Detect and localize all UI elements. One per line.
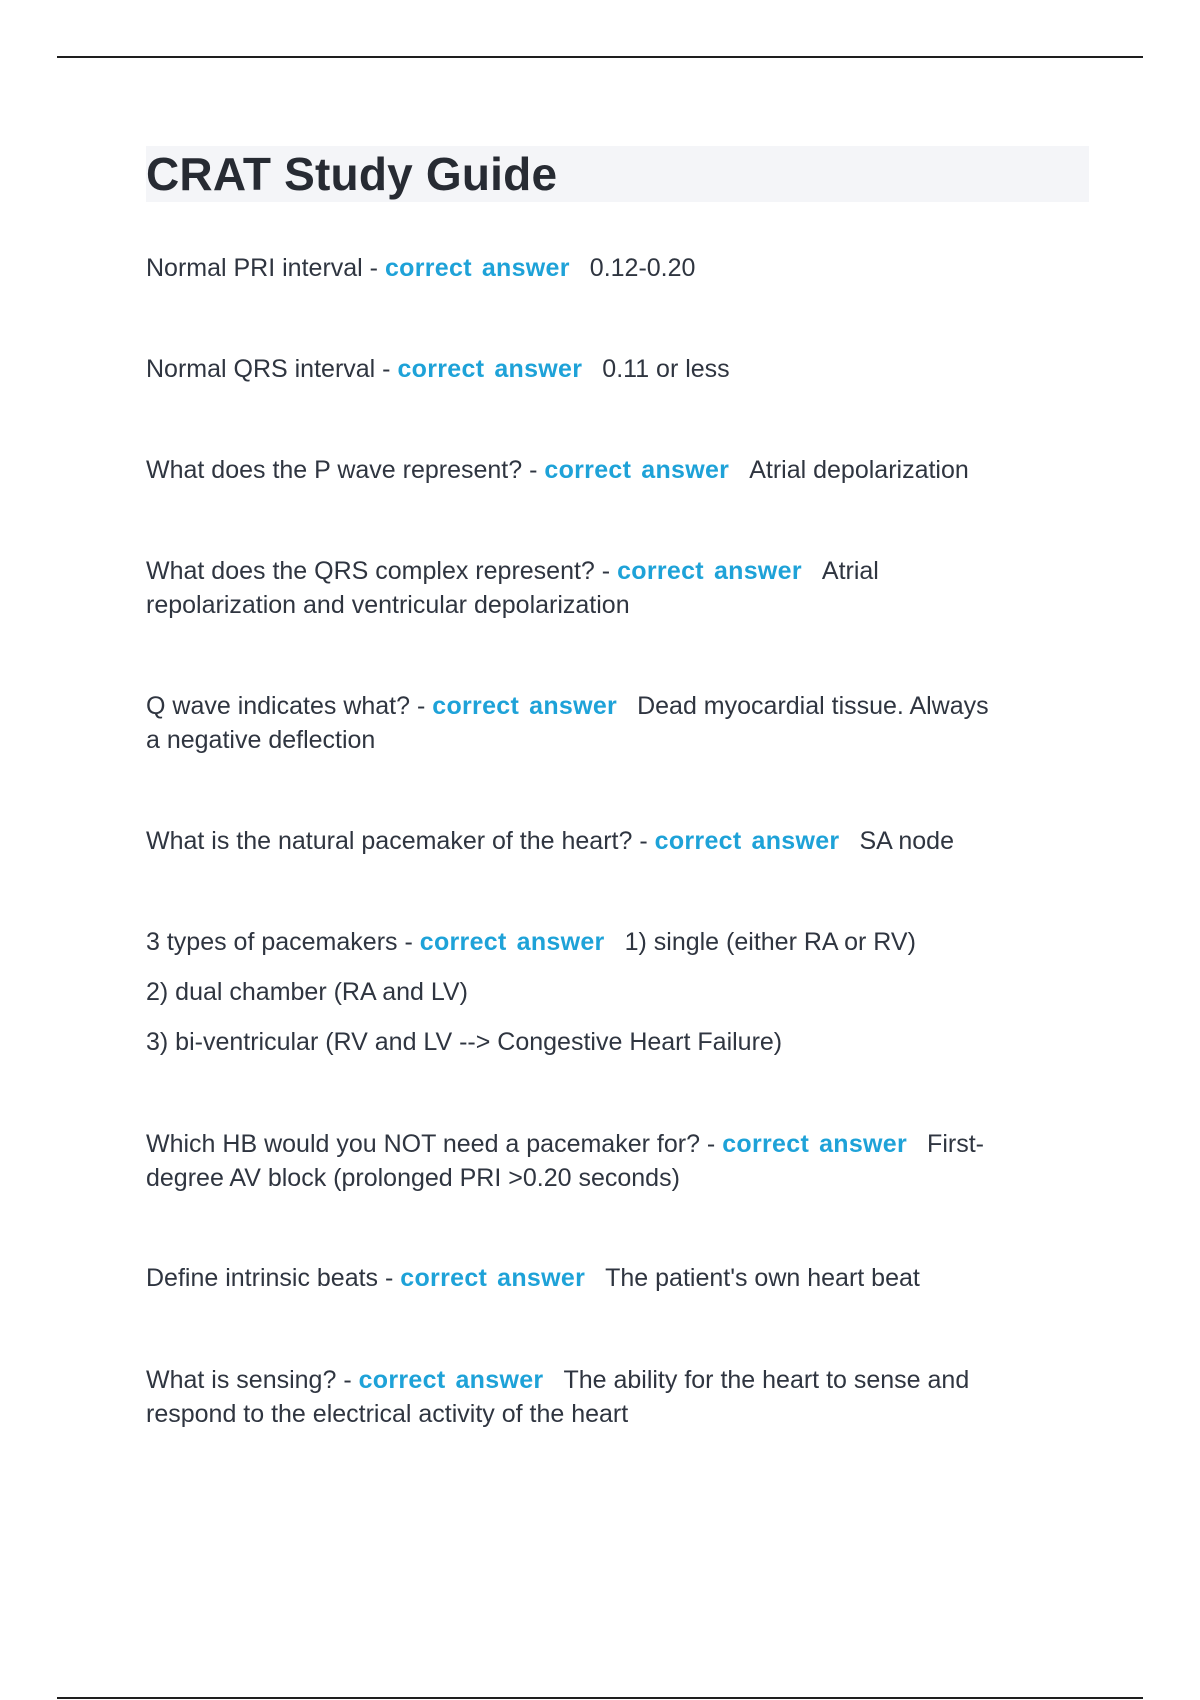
qa-item-q-wave xyxy=(146,689,1091,757)
answer-text: The patient's own heart beat xyxy=(605,1264,920,1292)
answer-text: The ability for the heart to sense and xyxy=(563,1366,970,1394)
qa-line xyxy=(146,689,1091,723)
qa-line xyxy=(146,1363,1091,1397)
answer-continuation: a negative deflection xyxy=(146,726,376,754)
question-text: What is sensing? - xyxy=(146,1366,352,1394)
question-text: What is the natural pacemaker of the heart? - xyxy=(146,827,648,855)
qa-line xyxy=(146,251,1091,285)
qa-item-qrs-interval xyxy=(146,352,1091,386)
answer-text: 0.12-0.20 xyxy=(589,254,696,282)
answer-text: 0.11 or less xyxy=(602,355,730,383)
pacemaker-type-line: 2) dual chamber (RA and LV) xyxy=(146,978,468,1006)
answer-tag: correct answer xyxy=(654,827,840,855)
qa-line xyxy=(146,1127,1091,1161)
answer-tag: correct answer xyxy=(384,254,570,282)
qa-item-pri xyxy=(146,251,1091,285)
answer-tag: correct answer xyxy=(419,928,605,956)
question-text: Define intrinsic beats - xyxy=(146,1264,394,1292)
answer-tag: correct answer xyxy=(397,355,583,383)
question-text: Which HB would you NOT need a pacemaker for? - xyxy=(146,1130,716,1158)
answer-text: Atrial xyxy=(821,557,879,585)
qa-item-natural-pacemaker xyxy=(146,824,1091,858)
answer-tag: correct answer xyxy=(358,1366,544,1394)
answer-text: SA node xyxy=(859,827,954,855)
question-text: Normal QRS interval - xyxy=(146,355,391,383)
answer-tag: correct answer xyxy=(400,1264,586,1292)
qa-line xyxy=(146,824,1091,858)
answer-tag: correct answer xyxy=(617,557,802,585)
answer-continuation: respond to the electrical activity of the heart xyxy=(146,1400,629,1428)
question-text: Normal PRI interval - xyxy=(146,254,378,282)
answer-tag: correct answer xyxy=(722,1130,908,1158)
qa-line xyxy=(146,1261,1091,1295)
question-text: What does the QRS complex represent? - xyxy=(146,557,611,585)
qa-line xyxy=(146,453,1091,487)
question-text: 3 types of pacemakers - xyxy=(146,928,413,956)
qa-item-p-wave xyxy=(146,453,1091,487)
qa-item-heart-block xyxy=(146,1127,1091,1195)
answer-text: Dead myocardial tissue. Always xyxy=(637,692,989,720)
answer-text: Atrial depolarization xyxy=(749,456,969,484)
answer-continuation: repolarization and ventricular depolarization xyxy=(146,591,630,619)
qa-line xyxy=(146,925,1091,959)
answer-text: First- xyxy=(927,1130,984,1158)
pacemaker-type-line: 3) bi-ventricular (RV and LV --> Congestive Heart Failure) xyxy=(146,1028,783,1056)
bottom-rule xyxy=(57,1697,1143,1699)
qa-item-qrs-complex xyxy=(146,554,1091,622)
answer-tag: correct answer xyxy=(544,456,730,484)
answer-text: 1) single (either RA or RV) xyxy=(624,928,916,956)
qa-line xyxy=(146,554,1091,588)
question-text: What does the P wave represent? - xyxy=(146,456,538,484)
qa-item-intrinsic-beats xyxy=(146,1261,1091,1295)
page-title: CRAT Study Guide xyxy=(146,148,558,200)
qa-item-pacemaker-types xyxy=(146,925,1091,1059)
qa-item-sensing xyxy=(146,1363,1091,1431)
question-text: Q wave indicates what? - xyxy=(146,692,426,720)
answer-tag: correct answer xyxy=(432,692,618,720)
answer-continuation: degree AV block (prolonged PRI >0.20 seconds) xyxy=(146,1164,680,1192)
top-rule xyxy=(57,56,1143,58)
qa-line xyxy=(146,352,1091,386)
